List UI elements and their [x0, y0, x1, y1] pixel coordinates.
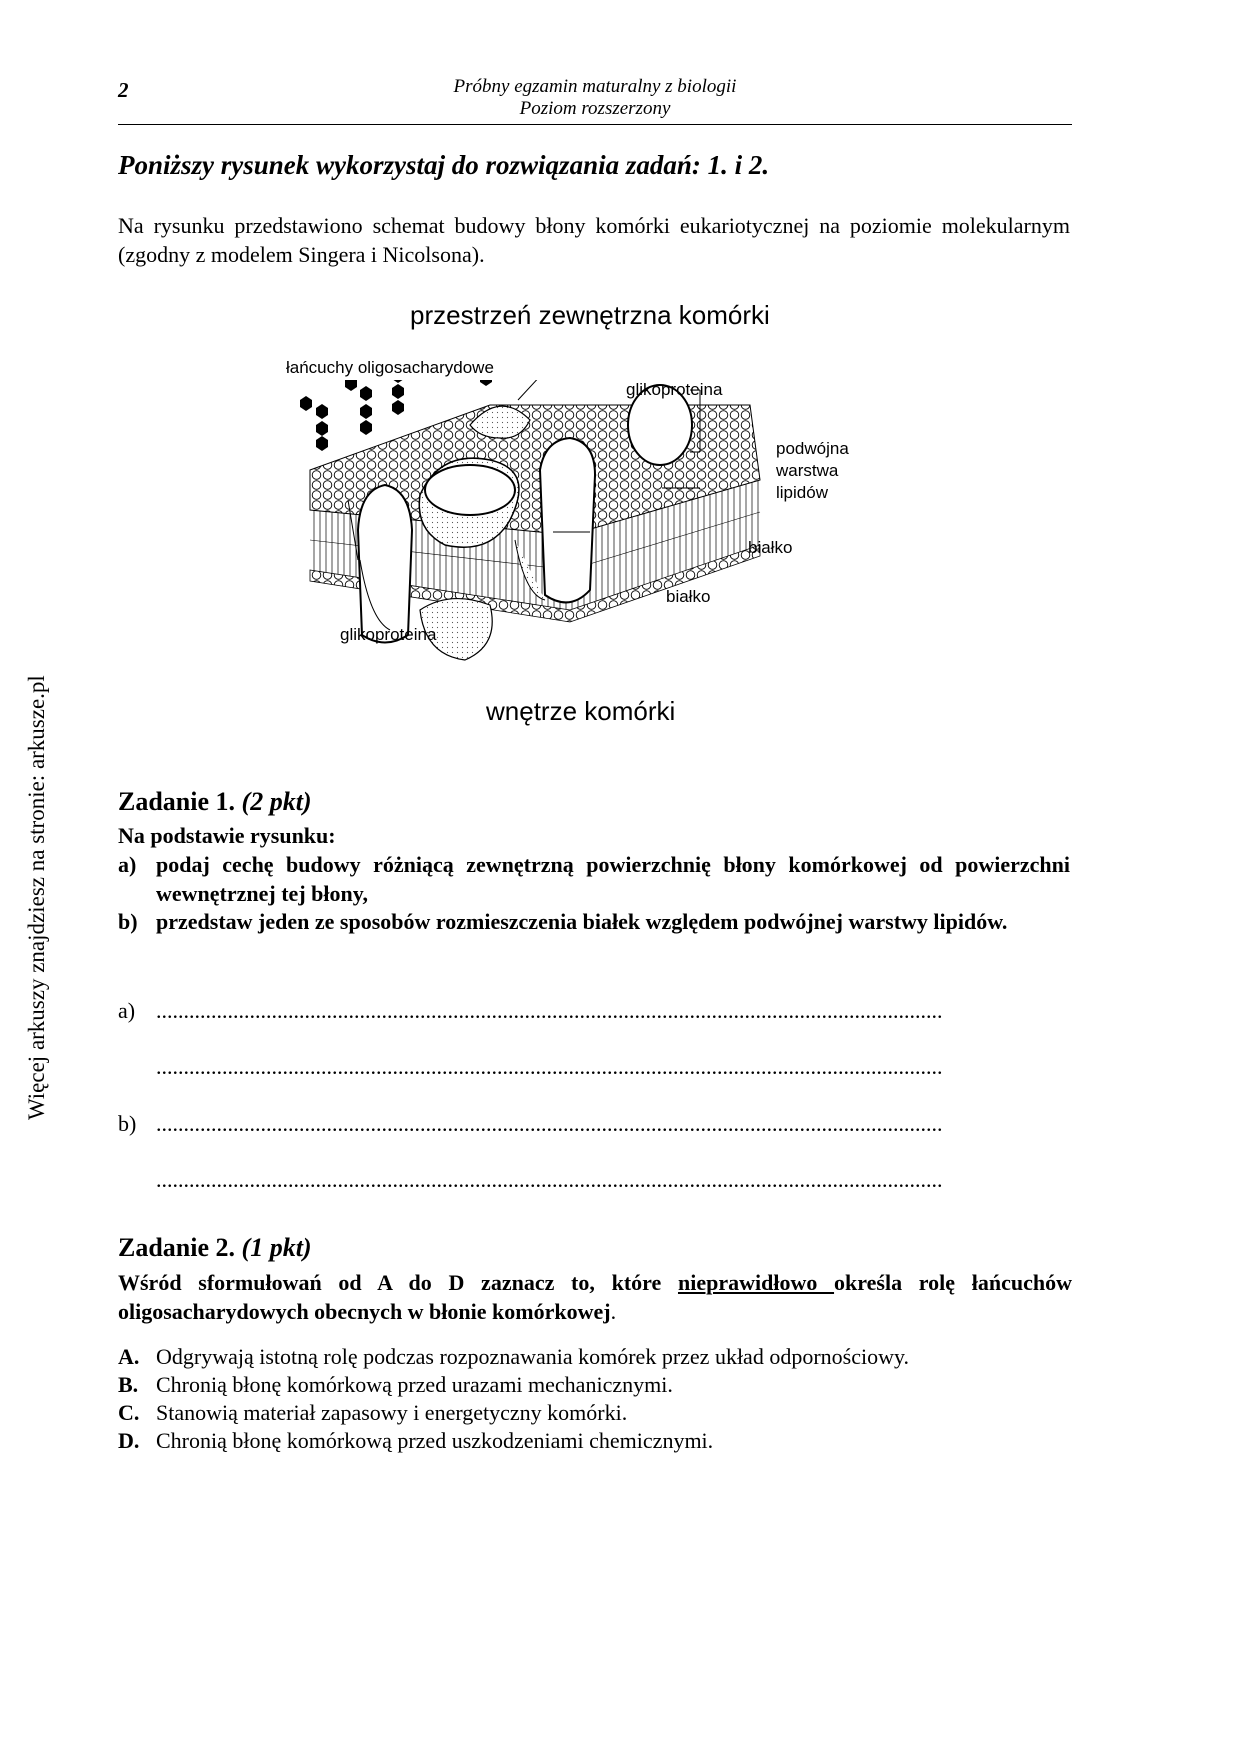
answer-line-a2[interactable]: [118, 1054, 1072, 1080]
task2-instruction-pre: Wśród sformułowań od A do D zaznacz to, które: [118, 1270, 678, 1295]
task2-option-c[interactable]: [118, 1398, 627, 1427]
intro-text: Na rysunku przedstawiono schemat budowy błony komórki eukariotycznej na poziomie molekularnym (zgodny z modelem Singera i Nicolsona).: [118, 213, 1070, 267]
answer-a-letter: a): [118, 998, 136, 1023]
task1-item-a-letter: a): [118, 852, 137, 877]
option-a-letter: A.: [118, 1344, 140, 1369]
label-protein-middle: białko: [666, 587, 711, 606]
task1-item-b: [118, 907, 1070, 936]
answer-line-a1[interactable]: [118, 998, 1072, 1024]
label-oligosaccharide-chains: łańcuchy oligosacharydowe: [286, 358, 494, 377]
label-protein-right: białko: [748, 538, 793, 557]
task1-title-text: Zadanie 1.: [118, 787, 236, 816]
page-header: [420, 76, 770, 120]
task2-points: (1 pkt): [241, 1233, 312, 1262]
answer-dots: ...............................................................................................................................................: [156, 1167, 943, 1192]
diagram-inside-label: wnętrze komórki: [486, 696, 676, 726]
task2-option-a[interactable]: [118, 1342, 909, 1371]
label-lipid-bilayer-2: warstwa: [776, 461, 839, 480]
label-lipid-bilayer: [776, 438, 849, 504]
task2-title-text: Zadanie 2.: [118, 1233, 236, 1262]
header-exam-title: Próbny egzamin maturalny z biologii: [453, 76, 737, 97]
answer-line-b1[interactable]: [118, 1111, 1072, 1137]
label-lipid-bilayer-1: podwójna: [776, 439, 849, 458]
task2-instruction: [118, 1268, 1072, 1326]
option-b-text: Chronią błonę komórkową przed urazami mechanicznymi.: [156, 1372, 673, 1397]
page-number: 2: [118, 78, 129, 102]
answer-dots: ...............................................................................................................................................: [156, 1111, 943, 1136]
option-d-letter: D.: [118, 1428, 140, 1453]
task2-instruction-underlined: nieprawidłowo: [677, 1270, 835, 1295]
intro-heading: Poniższy rysunek wykorzystaj do rozwiązania zadań: 1. i 2.: [118, 150, 770, 180]
task2-option-d[interactable]: [118, 1426, 713, 1455]
option-c-text: Stanowią materiał zapasowy i energetyczny komórki.: [156, 1400, 628, 1425]
task1-item-b-text: przedstaw jeden ze sposobów rozmieszczenia białek względem podwójnej warstwy lipidów.: [156, 909, 1008, 934]
option-a-text: Odgrywają istotną rolę podczas rozpoznawania komórek przez układ odpornościowy.: [156, 1344, 910, 1369]
task1-item-a-text: podaj cechę budowy różniącą zewnętrzną powierzchnię błony komórkowej od powierzchni wewnętrznej tej błony,: [156, 852, 1070, 906]
task1-instruction: Na podstawie rysunku:: [118, 823, 336, 848]
diagram-outside-label: przestrzeń zewnętrzna komórki: [410, 300, 770, 330]
option-b-letter: B.: [118, 1372, 139, 1397]
task1-item-a: [118, 850, 1070, 908]
task2-instruction-post: określa rolę łańcuchów oligosacharydowych obecnych w błonie komórkowej: [118, 1270, 1072, 1324]
sidebar-watermark: Więcej arkuszy znajdziesz na stronie: arkusze.pl: [24, 675, 49, 1120]
answer-dots: ...............................................................................................................................................: [156, 998, 943, 1023]
option-c-letter: C.: [118, 1400, 140, 1425]
label-lipid-bilayer-3: lipidów: [776, 483, 828, 502]
task1-title: [118, 787, 312, 817]
task2-title: [118, 1233, 312, 1263]
protein-left-glycoprotein: [358, 485, 412, 643]
header-divider: [118, 124, 1072, 125]
label-glycoprotein-top: glikoproteina: [626, 380, 723, 399]
header-level: Poziom rozszerzony: [519, 98, 671, 119]
answer-dots: ...............................................................................................................................................: [156, 1054, 943, 1079]
option-d-text: Chronią błonę komórkową przed uszkodzeniami chemicznymi.: [156, 1428, 714, 1453]
task1-item-b-letter: b): [118, 909, 138, 934]
task2-option-b[interactable]: [118, 1370, 673, 1399]
answer-b-letter: b): [118, 1111, 137, 1136]
task1-points: (2 pkt): [241, 787, 312, 816]
label-glycoprotein-bottom: glikoproteina: [340, 625, 437, 644]
task2-instruction-end: .: [610, 1299, 617, 1324]
answer-line-b2[interactable]: [118, 1167, 1072, 1193]
